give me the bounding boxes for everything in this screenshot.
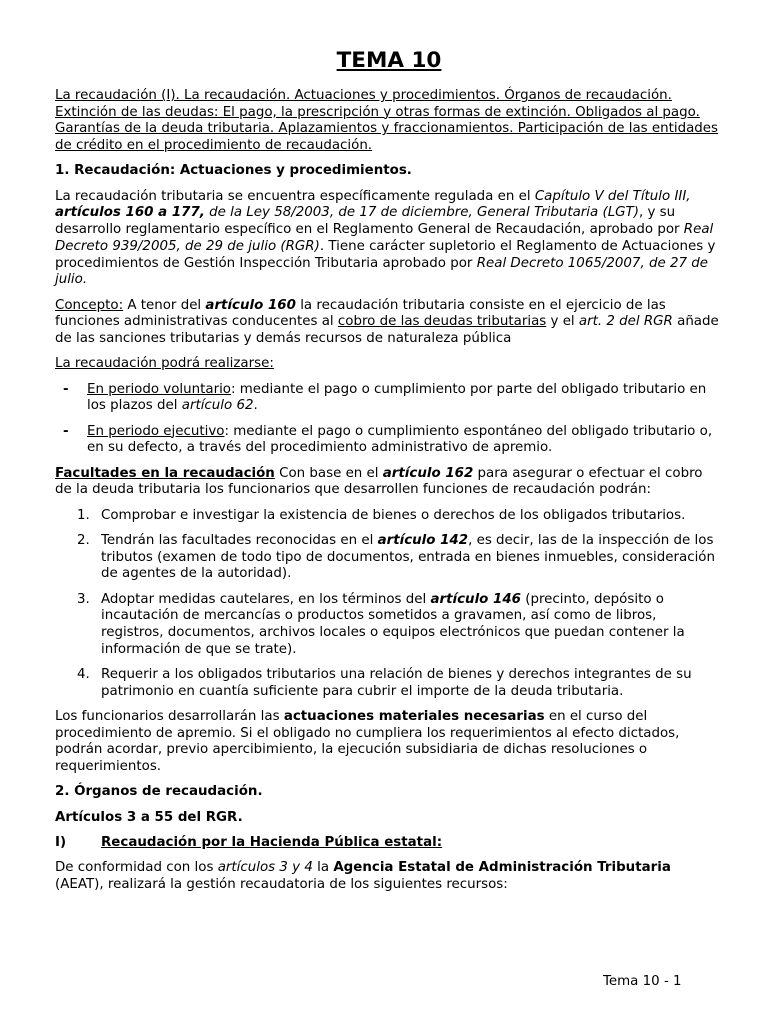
section-2-heading: 2. Órganos de recaudación. <box>55 784 263 800</box>
page-footer: Tema 10 - 1 <box>603 974 682 989</box>
list-item: 1. Comprobar e investigar la existencia de bienes o derechos de los obligados tributarios. <box>77 507 686 523</box>
actuaciones-paragraph: Los funcionarios desarrollarán las actuaciones materiales necesarias en el curso del procedimiento de apremio. Si el obligado no cumpliera los requerimientos al efecto dictados, podrán acordar, previo apercibimiento, la ejecución subsidiaria de dichas resoluciones o requerimientos. <box>55 708 680 775</box>
list-item: 3. Adoptar medidas cautelares, en los términos del artículo 146 (precinto, depósito o incautación de mercancías o productos sometidos a gravamen, así como de libros, registros, documentos, archivos locales o equipos electrónicos que puedan contener la información de que se trate). <box>77 591 685 657</box>
list-item: - En periodo voluntario: mediante el pago o cumplimiento por parte del obligado tributario en los plazos del artículo 62. <box>63 381 707 414</box>
topic-summary: La recaudación (I). La recaudación. Actuaciones y procedimientos. Órganos de recaudación. Extinción de las deudas: El pago, la prescripción y otras formas de extinción. Obligados al pago. Garantías de la deuda tributaria. Aplazamientos y fraccionamientos. Participación de las entidades de crédito en el procedimiento de recaudación. <box>55 88 718 154</box>
list-bullet: - <box>63 423 69 439</box>
list-item: 2. Tendrán las facultades reconocidas en el artículo 142, es decir, las de la inspección de los tributos (examen de todo tipo de documentos, entrada en bienes inmuebles, consideración de agentes de la autoridad). <box>77 532 715 582</box>
list-item: - En periodo ejecutivo: mediante el pago o cumplimiento espontáneo del obligado tributario o, en su defecto, a través del procedimiento administrativo de apremio. <box>63 423 713 456</box>
list-item: 4. Requerir a los obligados tributarios una relación de bienes y derechos integrantes de su patrimonio en cuantía suficiente para cubrir el importe de la deuda tributaria. <box>77 666 692 699</box>
intro-paragraph: La recaudación tributaria se encuentra específicamente regulada en el Capítulo V del Título III, artículos 160 a 177, de la Ley 58/2003, de 17 de diciembre, General Tributaria (LGT), y su desarrollo reglamentario específico en el Reglamento General de Recaudación, aprobado por Real Decreto 939/2005, de 29 de julio (RGR). Tiene carácter supletorio el Reglamento de Actuaciones y procedimientos de Gestión Inspección Tributaria aprobado por Real Decreto 1065/2007, de 27 de julio. <box>55 188 716 288</box>
concepto-paragraph: Concepto: A tenor del artículo 160 la recaudación tributaria consiste en el ejercicio de las funciones administrativas conducentes al cobro de las deudas tributarias y el art. 2 del RGR añade de las sanciones tributarias y demás recursos de naturaleza pública <box>55 297 719 346</box>
list-bullet: - <box>63 381 69 397</box>
page-title: TEMA 10 <box>336 48 442 73</box>
subsection-heading: I) Recaudación por la Hacienda Pública estatal: <box>55 834 443 850</box>
aeat-paragraph: De conformidad con los artículos 3 y 4 la Agencia Estatal de Administración Tributaria (AEAT), realizará la gestión recaudatoria de los siguientes recursos: <box>55 860 671 892</box>
articulos-reference: Artículos 3 a 55 del RGR. <box>55 809 243 825</box>
facultades-paragraph: Facultades en la recaudación Con base en el artículo 162 para asegurar o efectuar el cobro de la deuda tributaria los funcionarios que desarrollen funciones de recaudación podrán: <box>55 465 703 498</box>
section-1-heading: 1. Recaudación: Actuaciones y procedimientos. <box>55 163 412 179</box>
podra-realizarse-label: La recaudación podrá realizarse: <box>55 356 274 372</box>
document-page <box>55 46 723 902</box>
